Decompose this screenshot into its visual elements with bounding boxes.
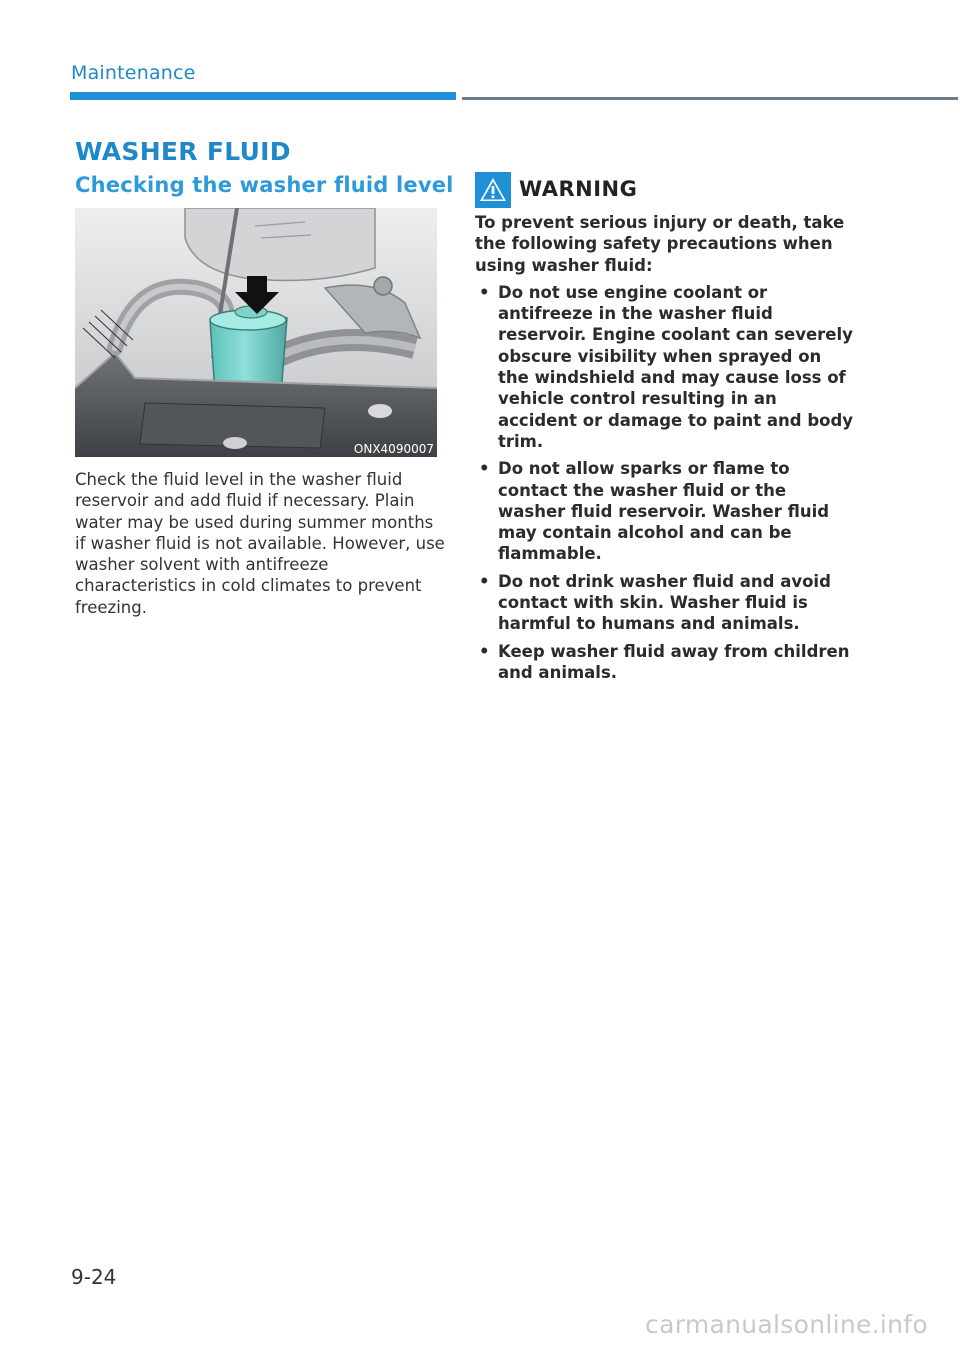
warning-item-text: Keep washer fluid away from children and animals.	[498, 641, 850, 682]
list-item	[475, 282, 855, 452]
bullet-icon: •	[479, 459, 490, 479]
subsection-title: Checking the washer fluid level	[75, 173, 454, 197]
warning-body	[475, 212, 855, 689]
bullet-icon: •	[479, 571, 490, 591]
warning-item-text: Do not allow sparks or flame to contact the washer fluid or the washer fluid reservoir. Washer fluid may contain alcohol and can be flammable.	[498, 459, 830, 564]
section-title: WASHER FLUID	[75, 137, 291, 166]
warning-triangle-icon	[475, 172, 511, 208]
watermark: carmanualsonline.info	[645, 1310, 928, 1339]
washer-fluid-reservoir-figure	[75, 208, 437, 457]
warning-title: WARNING	[519, 177, 638, 201]
header-rule-blue	[70, 92, 456, 100]
list-item	[475, 458, 855, 564]
body-text	[75, 469, 445, 618]
page-number: 9-24	[71, 1265, 117, 1289]
bullet-icon: •	[479, 641, 490, 661]
list-item	[475, 571, 855, 635]
list-item	[475, 641, 855, 684]
warning-item-text: Do not drink washer fluid and avoid contact with skin. Washer fluid is harmful to humans and animals.	[498, 571, 831, 634]
warning-intro: To prevent serious injury or death, take the following safety precautions when using washer fluid:	[475, 213, 845, 275]
body-paragraph: Check the fluid level in the washer fluid reservoir and add fluid if necessary. Plain water may be used during summer months if washer fluid is not available. However, use washer solvent with antifreeze characteristics in cold climates to prevent freezing.	[75, 470, 445, 617]
header-rule-gray	[462, 97, 958, 100]
warning-item-text: Do not use engine coolant or antifreeze in the washer fluid reservoir. Engine coolant can severely obscure visibility when sprayed on the windshield and may cause loss of vehicle control resulting in an accident or damage to paint and body trim.	[498, 282, 854, 451]
engine-bay-illustration	[75, 208, 437, 457]
header-section-label: Maintenance	[71, 62, 196, 84]
bullet-icon: •	[479, 282, 490, 302]
figure-code: ONX4090007	[353, 442, 434, 456]
warning-list	[475, 282, 855, 683]
